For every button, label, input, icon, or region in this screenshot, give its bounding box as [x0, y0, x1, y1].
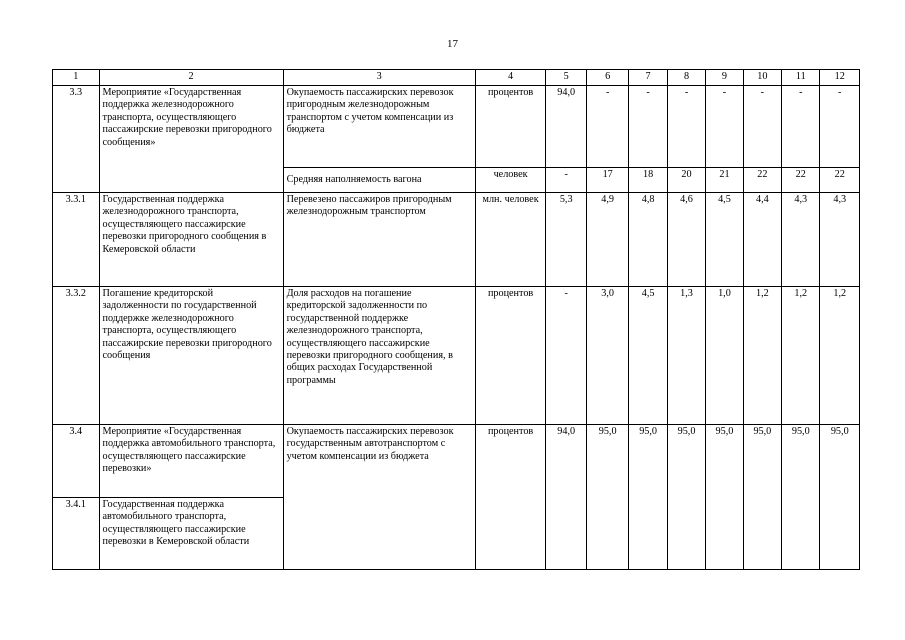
- value-cell: 95,0: [706, 425, 743, 570]
- measure-name: Мероприятие «Государственная поддержка железнодорожного транспорта, осуществляющего пассажирские перевозки пригородного сообщения»: [99, 86, 283, 193]
- value-cell: 4,5: [629, 287, 667, 425]
- measure-name: Мероприятие «Государственная поддержка автомобильного транспорта, осуществляющего пассажирские перевозки»: [99, 425, 283, 498]
- value-cell: 3,0: [586, 287, 628, 425]
- value-cell: 17: [586, 168, 628, 193]
- value-cell: 22: [782, 168, 820, 193]
- table-row: [53, 193, 860, 287]
- row-number: 3.3.2: [53, 287, 100, 425]
- row-number: 3.4.1: [53, 498, 100, 570]
- measure-name: Государственная поддержка автомобильного транспорта, осуществляющего пассажирские перевозки в Кемеровской области: [99, 498, 283, 570]
- indicator-name: Доля расходов на погашение кредиторской задолженности по государственной поддержке железнодорожного транспорта, осуществляющего пассажирские перевозки пригородного сообщения, в общих расходах Государственной программы: [283, 287, 475, 425]
- value-cell: 4,5: [706, 193, 743, 287]
- header-cell: 4: [475, 70, 546, 86]
- value-cell: -: [782, 86, 820, 168]
- value-cell: 95,0: [820, 425, 860, 570]
- value-cell: 4,9: [586, 193, 628, 287]
- value-cell: 95,0: [743, 425, 781, 570]
- row-number: 3.4: [53, 425, 100, 498]
- indicator-name: Перевезено пассажиров пригородным железнодорожным транспортом: [283, 193, 475, 287]
- header-cell: 11: [782, 70, 820, 86]
- value-cell: -: [667, 86, 705, 168]
- unit-cell: млн. человек: [475, 193, 546, 287]
- value-cell: 95,0: [586, 425, 628, 570]
- value-cell: 18: [629, 168, 667, 193]
- value-cell: 4,3: [782, 193, 820, 287]
- value-cell: 22: [743, 168, 781, 193]
- indicator-name: Окупаемость пассажирских перевозок государственным автотранспортом с учетом компенсации из бюджета: [283, 425, 475, 570]
- measure-name: Государственная поддержка железнодорожного транспорта, осуществляющего пассажирские перевозки пригородного сообщения в Кемеровской области: [99, 193, 283, 287]
- header-cell: 9: [706, 70, 743, 86]
- value-cell: -: [706, 86, 743, 168]
- value-cell: 1,3: [667, 287, 705, 425]
- header-cell: 2: [99, 70, 283, 86]
- table-row: [53, 86, 860, 168]
- value-cell: 1,0: [706, 287, 743, 425]
- value-cell: 4,3: [820, 193, 860, 287]
- row-number: 3.3.1: [53, 193, 100, 287]
- value-cell: -: [629, 86, 667, 168]
- value-cell: 95,0: [629, 425, 667, 570]
- value-cell: 94,0: [546, 86, 586, 168]
- value-cell: 4,4: [743, 193, 781, 287]
- value-cell: 4,6: [667, 193, 705, 287]
- measure-name: Погашение кредиторской задолженности по государственной поддержке железнодорожного транспорта, осуществляющего пассажирские перевозки пригородного сообщения: [99, 287, 283, 425]
- unit-cell: процентов: [475, 287, 546, 425]
- value-cell: -: [546, 168, 586, 193]
- value-cell: 95,0: [667, 425, 705, 570]
- header-cell: 12: [820, 70, 860, 86]
- indicator-name: Окупаемость пассажирских перевозок пригородным железнодорожным транспортом с учетом компенсации из бюджета: [283, 86, 475, 168]
- row-number: 3.3: [53, 86, 100, 193]
- unit-cell: процентов: [475, 425, 546, 570]
- header-cell: 3: [283, 70, 475, 86]
- value-cell: 20: [667, 168, 705, 193]
- header-row: [53, 70, 860, 86]
- header-cell: 7: [629, 70, 667, 86]
- table-row: [53, 287, 860, 425]
- indicators-table: [52, 69, 860, 570]
- table-row: [53, 425, 860, 498]
- value-cell: 5,3: [546, 193, 586, 287]
- header-cell: 5: [546, 70, 586, 86]
- value-cell: 1,2: [743, 287, 781, 425]
- header-cell: 6: [586, 70, 628, 86]
- header-cell: 10: [743, 70, 781, 86]
- value-cell: 1,2: [782, 287, 820, 425]
- unit-cell: процентов: [475, 86, 546, 168]
- unit-cell: человек: [475, 168, 546, 193]
- page-number: 17: [447, 38, 458, 50]
- value-cell: 1,2: [820, 287, 860, 425]
- indicator-name: Средняя наполняемость вагона: [283, 168, 475, 193]
- value-cell: -: [743, 86, 781, 168]
- value-cell: 21: [706, 168, 743, 193]
- header-cell: 8: [667, 70, 705, 86]
- value-cell: 4,8: [629, 193, 667, 287]
- value-cell: -: [546, 287, 586, 425]
- value-cell: 95,0: [782, 425, 820, 570]
- value-cell: 22: [820, 168, 860, 193]
- value-cell: -: [820, 86, 860, 168]
- header-cell: 1: [53, 70, 100, 86]
- value-cell: -: [586, 86, 628, 168]
- value-cell: 94,0: [546, 425, 586, 570]
